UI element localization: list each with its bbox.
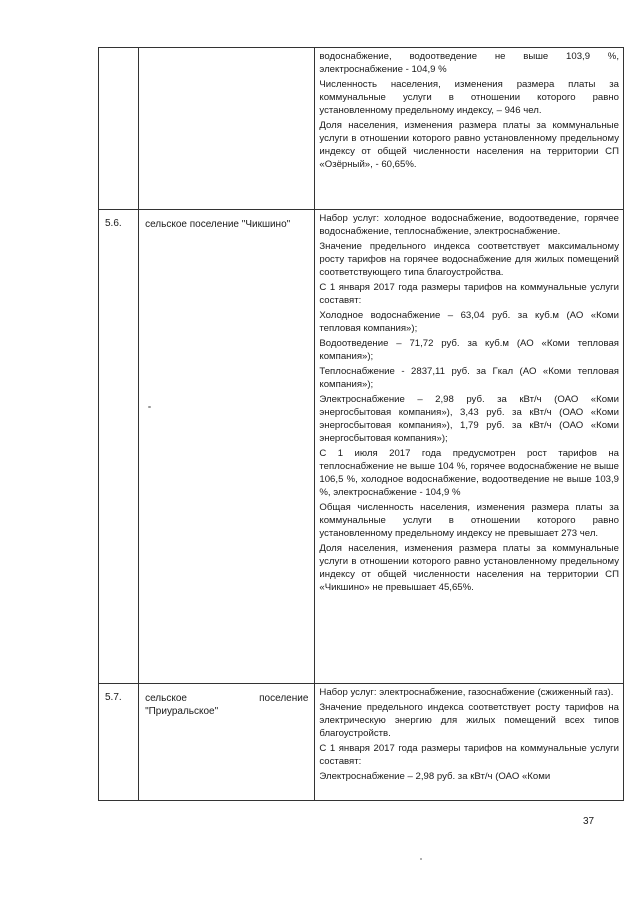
description-paragraph: Набор услуг: холодное водоснабжение, водоотведение, горячее водоснабжение, теплоснабжение, электроснабжение. — [319, 213, 619, 237]
row-number-cell — [99, 48, 139, 210]
table-row — [99, 684, 624, 801]
scan-speck — [148, 406, 151, 408]
row-name-cell — [139, 684, 315, 801]
row-number-cell — [99, 210, 139, 684]
description-paragraph: Теплоснабжение - 2837,11 руб. за Гкал (АО «Коми тепловая компания»); — [319, 366, 619, 390]
row-number — [99, 48, 138, 56]
description-paragraph: Электроснабжение – 2,98 руб. за кВт/ч (ОАО «Коми энергосбытовая компания»), 3,43 руб. за кВт/ч (ОАО «Коми энергосбытовая компания»), 1,79 руб. за кВт/ч (ОАО «Коми энергосбытовая компания»); — [319, 394, 619, 444]
row-description-cell — [315, 684, 624, 801]
description-paragraph: Водоотведение – 71,72 руб. за куб.м (АО «Коми тепловая компания»); — [319, 338, 619, 362]
row-number: 5.6. — [105, 218, 122, 229]
row-description-cell — [315, 210, 624, 684]
row-number-cell — [99, 684, 139, 801]
description-paragraph: С 1 января 2017 года размеры тарифов на коммунальные услуги составят: — [319, 282, 619, 306]
settlement-name — [139, 48, 314, 56]
scan-speck — [420, 858, 422, 860]
settlement-name: сельское поселение "Чикшино" — [145, 219, 291, 230]
description-paragraph: Доля населения, изменения размера платы за коммунальные услуги в отношении которого равно установленному предельному индексу от общей численности населения на территории СП «Чикшино» не превышает 45,65%. — [319, 543, 619, 593]
description-paragraph: Численность населения, изменения размера платы за коммунальные услуги в отношении которого равно установленному предельному индексу, – 946 чел. — [319, 79, 619, 116]
description-paragraph: Значение предельного индекса соответствует росту тарифов на электрическую энергию для жилых помещений всех типов благоустройств. — [319, 702, 619, 739]
page-number: 37 — [583, 816, 595, 827]
description-paragraph: Электроснабжение – 2,98 руб. за кВт/ч (ОАО «Коми — [319, 771, 551, 782]
description-paragraph: водоснабжение, водоотведение не выше 103,9 %, электроснабжение - 104,9 % — [319, 51, 619, 75]
description-paragraph: Набор услуг: электроснабжение, газоснабжение (сжиженный газ). — [319, 687, 614, 698]
settlement-name: сельское поселение "Приуральское" — [145, 693, 309, 717]
description-paragraph: С 1 января 2017 года размеры тарифов на коммунальные услуги составят: — [319, 743, 619, 767]
description-paragraph: Холодное водоснабжение – 63,04 руб. за куб.м (АО «Коми тепловая компания»); — [319, 310, 619, 334]
tariff-table — [98, 47, 624, 801]
description-paragraph: С 1 июля 2017 года предусмотрен рост тарифов на теплоснабжение не выше 104 %, горячее водоснабжение не выше 106,5 %, холодное водоснабжение, водоотведение не выше 103,9 %, электроснабжение - 104,9 % — [319, 448, 619, 498]
row-name-cell — [139, 48, 315, 210]
row-number: 5.7. — [105, 692, 122, 703]
row-description-cell — [315, 48, 624, 210]
table-row — [99, 48, 624, 210]
description-paragraph: Общая численность населения, изменения размера платы за коммунальные услуги в отношении которого равно установленному предельному индексу не превышает 273 чел. — [319, 502, 619, 539]
table-row — [99, 210, 624, 684]
row-name-cell — [139, 210, 315, 684]
description-paragraph: Доля населения, изменения размера платы за коммунальные услуги в отношении которого равно установленному предельному индексу от общей численности населения на территории СП «Озёрный», - 60,65%. — [319, 120, 619, 170]
description-paragraph: Значение предельного индекса соответствует максимальному росту тарифов на горячее водоснабжение для жилых помещений соответствующего типа благоустройства. — [319, 241, 619, 278]
